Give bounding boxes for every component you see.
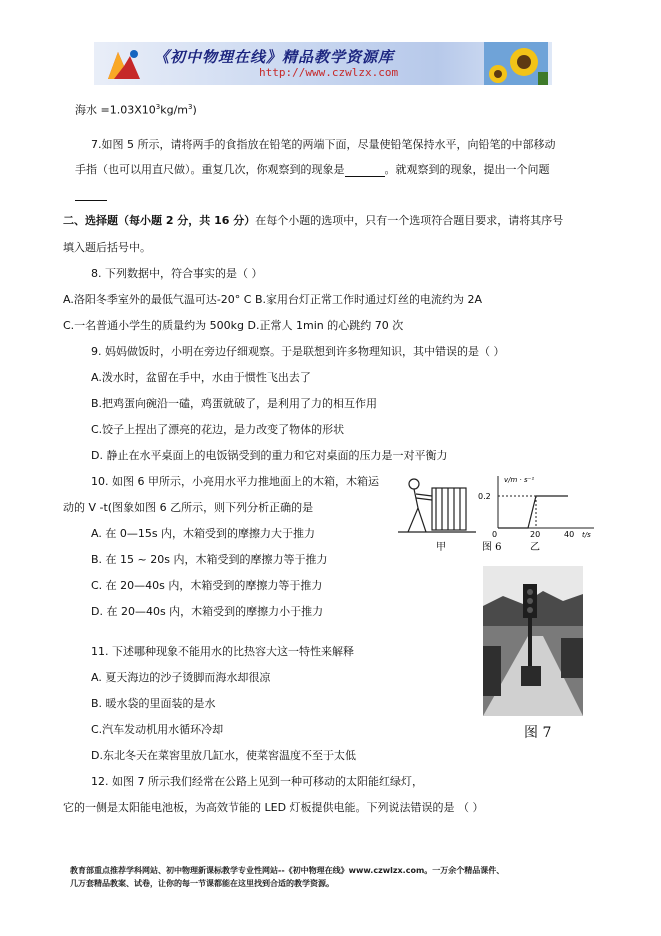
vt-graph (478, 476, 594, 539)
question-10-line-2: 动的 V -t(图象如图 6 乙所示，则下列分析正确的是 (63, 501, 314, 514)
question-10-option-c: C. 在 20—40s 内，木箱受到的摩擦力等于推力 (91, 579, 323, 592)
footer-line-1: 教育部重点推荐学科网站、初中物理新课标教学专业性网站--《初中物理在线》www.czwlzx.com。一万余个精品课件、 (70, 866, 505, 875)
figure-7-caption: 图 7 (524, 725, 552, 741)
question-7-line-1: 7.如图 5 所示，请将两手的食指放在铅笔的两端下面，尽量使铅笔保持水平，向铅笔的中部移动 (91, 138, 556, 151)
banner-title: 《初中物理在线》精品教学资源库 (154, 48, 395, 66)
question-10-line-1: 10. 如图 6 甲所示，小亮用水平力推地面上的木箱，木箱运 (91, 475, 379, 488)
question-11-option-b: B. 暖水袋的里面装的是水 (91, 697, 216, 710)
question-10-option-d: D. 在 20—40s 内，木箱受到的摩擦力小于推力 (91, 605, 324, 618)
y-tick-label: 0.2 (478, 492, 491, 501)
sunflower-image (484, 42, 548, 85)
page-footer (70, 864, 610, 890)
site-logo-icon (104, 46, 144, 81)
question-11-option-d: D.东北冬天在菜窖里放几缸水，使菜窖温度不至于太低 (91, 749, 356, 762)
banner-url: http://www.czwlzx.com (259, 66, 399, 79)
solar-traffic-light-photo (483, 566, 583, 716)
question-7-line-2: 手指（也可以用直尺做）。重复几次，你观察到的现象是 。就观察到的现象，提出一个问题 (75, 163, 550, 176)
figure-6-caption: 图 6 (482, 542, 502, 553)
question-9-option-b: B.把鸡蛋向碗沿一磕，鸡蛋就破了，是利用了力的相互作用 (91, 397, 378, 410)
question-11-option-c: C.汽车发动机用水循环冷却 (91, 723, 224, 736)
question-9-option-c: C.饺子上捏出了漂亮的花边，是力改变了物体的形状 (91, 423, 345, 436)
x-tick-0: 0 (492, 530, 498, 539)
question-8-options-cd: C.一名普通小学生的质量约为 500kg D.正常人 1min 的心跳约 70 次 (63, 319, 404, 332)
question-7-blank-line (75, 190, 107, 205)
answer-blank (345, 166, 385, 177)
question-12-line-2: 它的一侧是太阳能电池板，为高效节能的 LED 灯板提供电能。下列说法错误的是 （ ） (63, 801, 484, 814)
seawater-density-line: 海水 $=1.03X10^3kg/m^3$) (75, 103, 197, 117)
x-tick-20: 20 (530, 530, 541, 539)
question-11: 11. 下述哪种现象不能用水的比热容大这一特性来解释 (91, 645, 354, 658)
question-10-option-b: B. 在 15 ~ 20s 内，木箱受到的摩擦力等于推力 (91, 553, 328, 566)
question-8-options-ab: A.洛阳冬季室外的最低气温可达-20° C B.家用台灯正常工作时通过灯丝的电流约为 2A (63, 293, 483, 306)
question-9-option-d: D. 静止在水平桌面上的电饭锅受到的重力和它对桌面的压力是一对平衡力 (91, 449, 448, 462)
figure-6-label-yi: 乙 (530, 542, 540, 553)
section-2-heading: 二、选择题（每小题 2 分，共 16 分）在每个小题的选项中，只有一个选项符合题目要求，请将其序号 (63, 214, 564, 227)
x-axis-label: t/s (582, 531, 591, 539)
section-2-heading-line-2: 填入题后括号中。 (63, 241, 151, 254)
figure-6-label-jia: 甲 (436, 542, 446, 553)
figure-6 (398, 474, 598, 556)
question-8: 8. 下列数据中，符合事实的是（ ） (91, 267, 263, 280)
question-9: 9. 妈妈做饭时，小明在旁边仔细观察。于是联想到许多物理知识，其中错误的是（ ） (91, 345, 505, 358)
header-banner (94, 42, 552, 85)
answer-blank (75, 190, 107, 201)
question-11-option-a: A. 夏天海边的沙子烫脚而海水却很凉 (91, 671, 271, 684)
question-10-option-a: A. 在 0—15s 内，木箱受到的摩擦力大于推力 (91, 527, 316, 540)
footer-line-2: 几万套精品教案、试卷，让你的每一节课都能在这里找到合适的教学资源。 (70, 879, 334, 888)
person-pushing-box-drawing (398, 479, 476, 532)
y-axis-label: v/m · s⁻¹ (504, 476, 535, 484)
x-tick-40: 40 (564, 530, 575, 539)
question-12-line-1: 12. 如图 7 所示我们经常在公路上见到一种可移动的太阳能红绿灯， (91, 775, 423, 788)
question-9-option-a: A.泼水时，盆留在手中，水由于惯性飞出去了 (91, 371, 311, 384)
